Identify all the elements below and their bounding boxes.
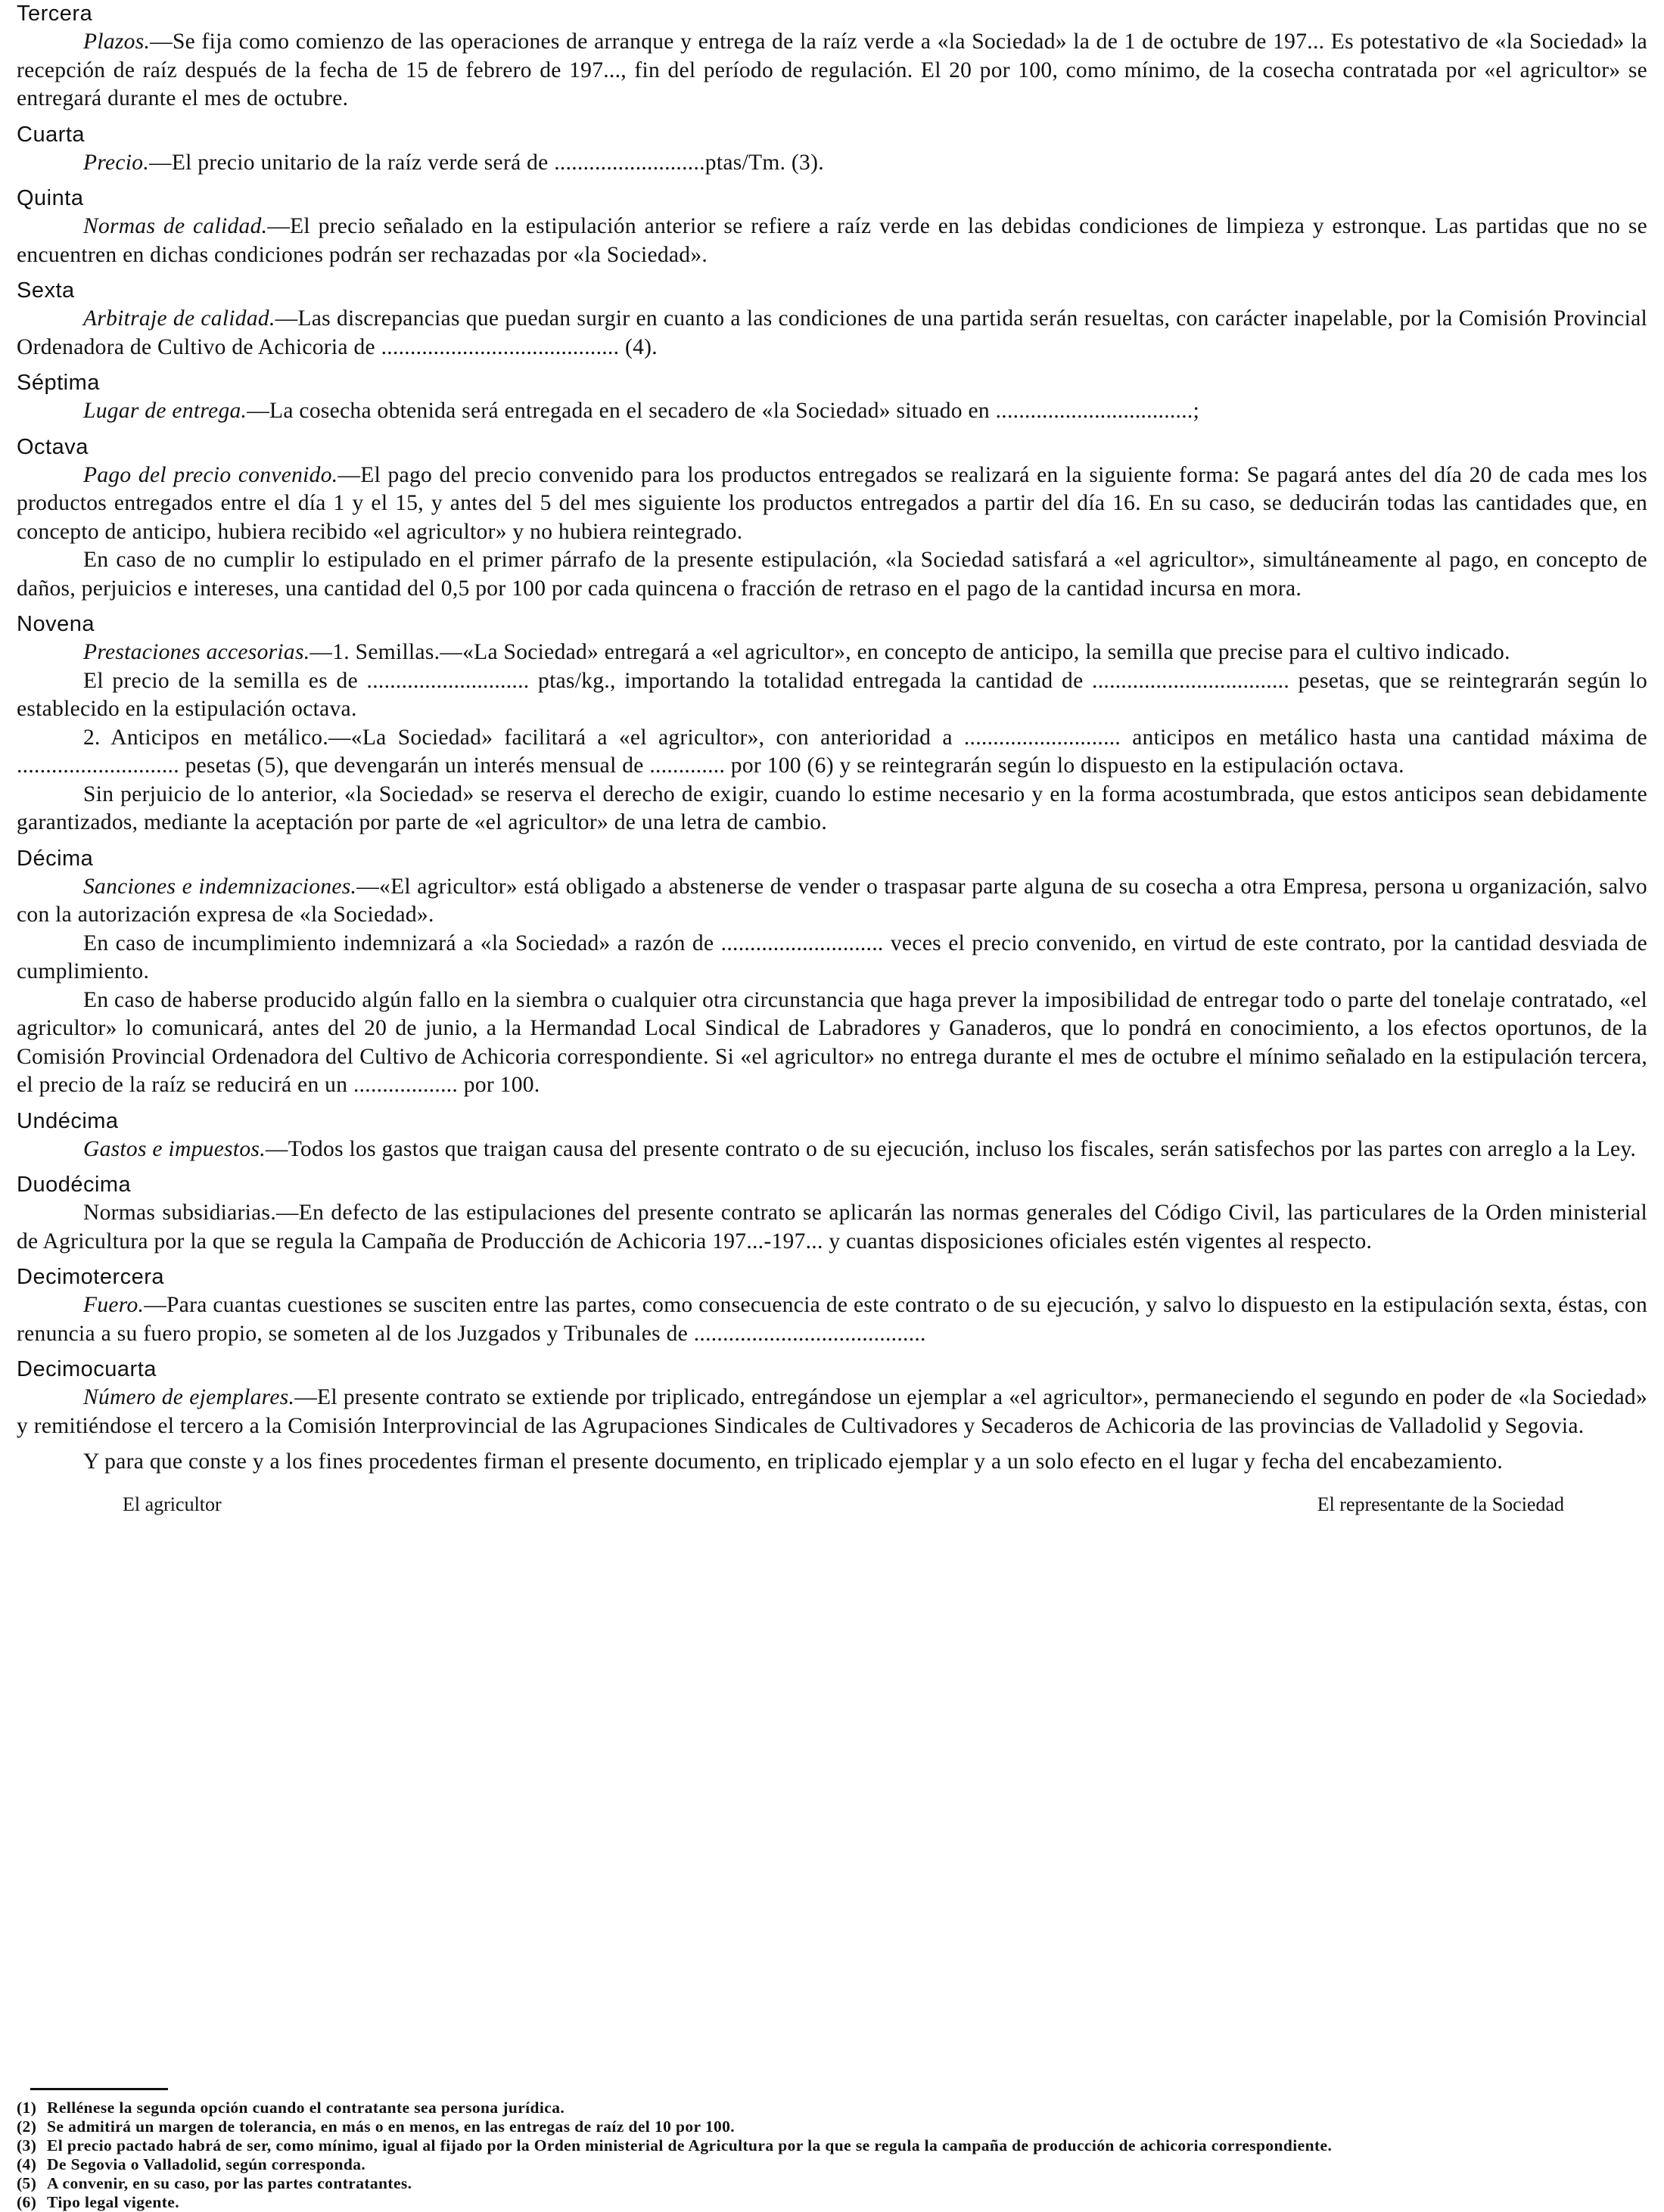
clause-octava	[17, 433, 1647, 604]
paragraph-text: Normas subsidiarias.—En defecto de las estipulaciones del presente contrato se aplicarán las normas generales del Código Civil, las particulares de la Orden ministerial de Agricultura por la que se regula la Campaña de Producción de Achicoria 197...-197... y cuantas disposiciones oficiales estén vigentes al respecto.	[17, 1201, 1647, 1254]
clause-heading: Octava	[17, 434, 89, 459]
footnote-text: De Segovia o Valladolid, según corresponda.	[47, 2155, 366, 2173]
footnote-2	[17, 2117, 1647, 2136]
footnote-6	[17, 2193, 1647, 2212]
paragraph-text: —Las discrepancias que puedan surgir en cuanto a las condiciones de una partida serán resueltas, con carácter inapelable, por la Comisión Provincial Ordenadora de Cultivo de Achicoria de ......................................... (4).	[17, 306, 1648, 359]
paragraph-text: —Se fija como comienzo de las operaciones de arranque y entrega de la raíz verde a «la Sociedad» la de 1 de octubre de 197... Es potestativo de «la Sociedad» la recepción de raíz después de la fecha de 15 de febrero de 197..., fin del período de regulación. El 20 por 100, como mínimo, de la cosecha contratada por «el agricultor» se entregará durante el mes de octubre.	[17, 30, 1647, 110]
footnote-text: A convenir, en su caso, por las partes contratantes.	[47, 2174, 412, 2192]
clause-novena	[17, 610, 1647, 837]
paragraph-text: —El pago del precio convenido para los productos entregados se realizará en la siguiente forma: Se pagará antes del día 20 de cada mes los productos entregados entre el día 1 y el 15, y antes del 5 del mes siguiente los productos entregados a partir del día 16. En su caso, se deducirán todas las cantidades que, en concepto de anticipo, hubiera recibido «el agricultor» y no hubiera reintegrado.	[17, 462, 1648, 544]
clause-paragraph	[17, 28, 1647, 113]
clause-heading: Tercera	[17, 2, 93, 26]
paragraph-text: —El presente contrato se extiende por triplicado, entregándose un ejemplar a «el agricultor», permaneciendo el segundo en poder de «la Sociedad» y remitiéndose el tercero a la Comisión Interprovincial de las Agrupaciones Sindicales de Cultivadores y Secaderos de Achicoria de las provincias de Valladolid y Segovia.	[17, 1385, 1647, 1438]
paragraph-lead: Lugar de entrega.	[83, 399, 247, 423]
clause-paragraph	[17, 149, 1647, 178]
clause-paragraph	[17, 305, 1647, 362]
paragraph-text: —Para cuantas cuestiones se susciten entre las partes, como consecuencia de este contrato o de su ejecución, y salvo lo dispuesto en la estipulación sexta, éstas, con renuncia a su fuero propio, se someten al de los Juzgados y Tribunales de ........................................	[17, 1293, 1647, 1346]
clause-paragraph	[17, 1136, 1647, 1164]
clause-septima	[17, 369, 1647, 426]
clause-heading: Séptima	[17, 371, 100, 395]
clause-paragraph	[17, 1199, 1647, 1256]
paragraph-lead: Prestaciones accesorias.	[83, 640, 310, 664]
paragraph-text: —1. Semillas.—«La Sociedad» entregará a «el agricultor», en concepto de anticipo, la semilla que precise para el cultivo indicado.	[309, 640, 1510, 664]
footnote-5	[17, 2174, 1647, 2193]
paragraph-text: —«El agricultor» está obligado a abstenerse de vender o traspasar parte alguna de su cosecha a otra Empresa, persona u organización, salvo con la autorización expresa de «la Sociedad».	[17, 874, 1647, 927]
signature-representante: El representante de la Sociedad	[1317, 1493, 1564, 1515]
paragraph-text: —El precio unitario de la raíz verde será de ..........................ptas/Tm. (3).	[149, 150, 824, 175]
paragraph-text: Sin perjuicio de lo anterior, «la Sociedad» se reserva el derecho de exigir, cuando lo estime necesario y en la forma acostumbrada, que estos anticipos sean debidamente garantizados, mediante la aceptación por parte de «el agricultor» de una letra de cambio.	[17, 781, 1647, 834]
clause-heading: Sexta	[17, 278, 75, 303]
clause-duodecima	[17, 1171, 1647, 1256]
clause-sexta	[17, 277, 1647, 362]
paragraph-lead: Arbitraje de calidad.	[83, 306, 275, 331]
paragraph-text: El precio de la semilla es de ............................ ptas/kg., importando la totalidad entregada la cantidad de .................................. pesetas, que se reintegrarán según lo establecido en la estipulación octava.	[17, 668, 1647, 721]
footnote-number: (3)	[17, 2136, 37, 2155]
paragraph-lead: Fuero.	[83, 1293, 145, 1317]
paragraph-lead: Número de ejemplares.	[83, 1385, 295, 1409]
footnote-text: El precio pactado habrá de ser, como mínimo, igual al fijado por la Orden ministerial de Agricultura por la que se regula la campaña de producción de achicoria correspondiente.	[47, 2136, 1333, 2155]
clause-heading: Undécima	[17, 1108, 119, 1133]
clause-paragraph	[17, 873, 1647, 930]
footnote-divider	[30, 2088, 168, 2090]
clause-paragraph	[17, 724, 1647, 781]
footnote-text: Tipo legal vigente.	[47, 2193, 180, 2211]
closing-statement: Y para que conste y a los fines procedentes firman el presente documento, en triplicado ejemplar y a un solo efecto en el lugar y fecha del encabezamiento.	[83, 1449, 1504, 1474]
clause-decimocuarta	[17, 1356, 1647, 1440]
footnote-4	[17, 2155, 1647, 2174]
paragraph-lead: Gastos e impuestos.	[83, 1136, 266, 1161]
clause-paragraph	[17, 986, 1647, 1100]
paragraph-text: En caso de haberse producido algún fallo en la siembra o cualquier otra circunstancia que haga prever la imposibilidad de entregar todo o parte del tonelaje contratado, «el agricultor» lo comunicará, antes del 20 de junio, a la Hermandad Local Sindical de Labradores y Ganaderos, que lo pondrá en conocimiento, a los efectos oportunos, de la Comisión Provincial Ordenadora del Cultivo de Achicoria correspondiente. Si «el agricultor» no entrega durante el mes de octubre el mínimo señalado en la estipulación tercera, el precio de la raíz se reducirá en un .................. por 100.	[17, 987, 1647, 1097]
clause-paragraph	[17, 1384, 1647, 1440]
clause-paragraph	[17, 930, 1647, 986]
footnote-text: Rellénese la segunda opción cuando el contratante sea persona jurídica.	[47, 2099, 565, 2117]
clause-heading: Cuarta	[17, 122, 86, 147]
paragraph-text: —El precio señalado en la estipulación anterior se refiere a raíz verde en las debidas condiciones de limpieza y estronque. Las partidas que no se encuentren en dichas condiciones podrán ser rechazadas por «la Sociedad».	[17, 214, 1647, 267]
clause-paragraph	[17, 667, 1647, 724]
footnote-text: Se admitirá un margen de tolerancia, en más o en menos, en las entregas de raíz del 10 por 100.	[47, 2117, 736, 2136]
paragraph-text: En caso de no cumplir lo estipulado en el primer párrafo de la presente estipulación, «la Sociedad satisfará a «el agricultor», simultáneamente al pago, en concepto de daños, perjuicios e intereses, una cantidad del 0,5 por 100 por cada quincena o fracción de retraso en el pago de la cantidad incursa en mora.	[17, 548, 1647, 601]
clause-heading: Decimotercera	[17, 1265, 165, 1289]
footnote-number: (4)	[17, 2155, 37, 2173]
clause-paragraph	[17, 638, 1647, 667]
clause-decima	[17, 845, 1647, 1100]
paragraph-lead: Normas de calidad.	[83, 214, 268, 238]
clause-paragraph	[17, 461, 1647, 547]
footnote-number: (2)	[17, 2117, 37, 2136]
clause-heading: Décima	[17, 846, 94, 871]
paragraph-lead: Sanciones e indemnizaciones.	[83, 874, 357, 899]
clause-heading: Duodécima	[17, 1173, 132, 1197]
clause-paragraph	[17, 1291, 1647, 1348]
footnote-3	[17, 2136, 1647, 2155]
paragraph-lead: Pago del precio convenido.	[83, 462, 338, 487]
clause-decimotercera	[17, 1263, 1647, 1348]
footnote-1	[17, 2099, 1647, 2117]
clause-undecima	[17, 1108, 1647, 1164]
clause-heading: Novena	[17, 612, 95, 636]
clause-cuarta	[17, 121, 1647, 178]
clause-paragraph	[17, 546, 1647, 603]
clause-heading: Decimocuarta	[17, 1357, 157, 1381]
footnote-number: (1)	[17, 2099, 37, 2117]
paragraph-lead: Plazos.	[83, 30, 151, 54]
clause-heading: Quinta	[17, 186, 84, 210]
paragraph-text: —Todos los gastos que traigan causa del presente contrato o de su ejecución, incluso los fiscales, serán satisfechos por las partes con arreglo a la Ley.	[265, 1136, 1637, 1161]
paragraph-text: En caso de incumplimiento indemnizará a «la Sociedad» a razón de ............................ veces el precio convenido, en virtud de este contrato, por la cantidad desviada de cumplimiento.	[17, 930, 1647, 983]
signature-agricultor: El agricultor	[123, 1493, 222, 1515]
clause-quinta	[17, 185, 1647, 269]
paragraph-text: 2. Anticipos en metálico.—«La Sociedad» facilitará a «el agricultor», con anterioridad a ........................... anticipos en metálico hasta una cantidad máxima de ............................ pesetas (5), que devengarán un interés mensual de ............. por 100 (6) y se reintegrarán según lo dispuesto en la estipulación octava.	[17, 725, 1647, 778]
clause-paragraph	[17, 213, 1647, 269]
clause-tercera	[17, 0, 1647, 113]
footnotes	[17, 2099, 1647, 2212]
clause-paragraph	[17, 781, 1647, 837]
clause-paragraph	[17, 397, 1647, 426]
footnote-number: (6)	[17, 2193, 37, 2211]
contract-body	[17, 0, 1647, 1518]
footnote-number: (5)	[17, 2174, 37, 2192]
paragraph-text: —La cosecha obtenida será entregada en el secadero de «la Sociedad» situado en ..................................;	[247, 399, 1200, 423]
signature-block	[17, 1492, 1647, 1518]
paragraph-lead: Precio.	[83, 150, 150, 175]
